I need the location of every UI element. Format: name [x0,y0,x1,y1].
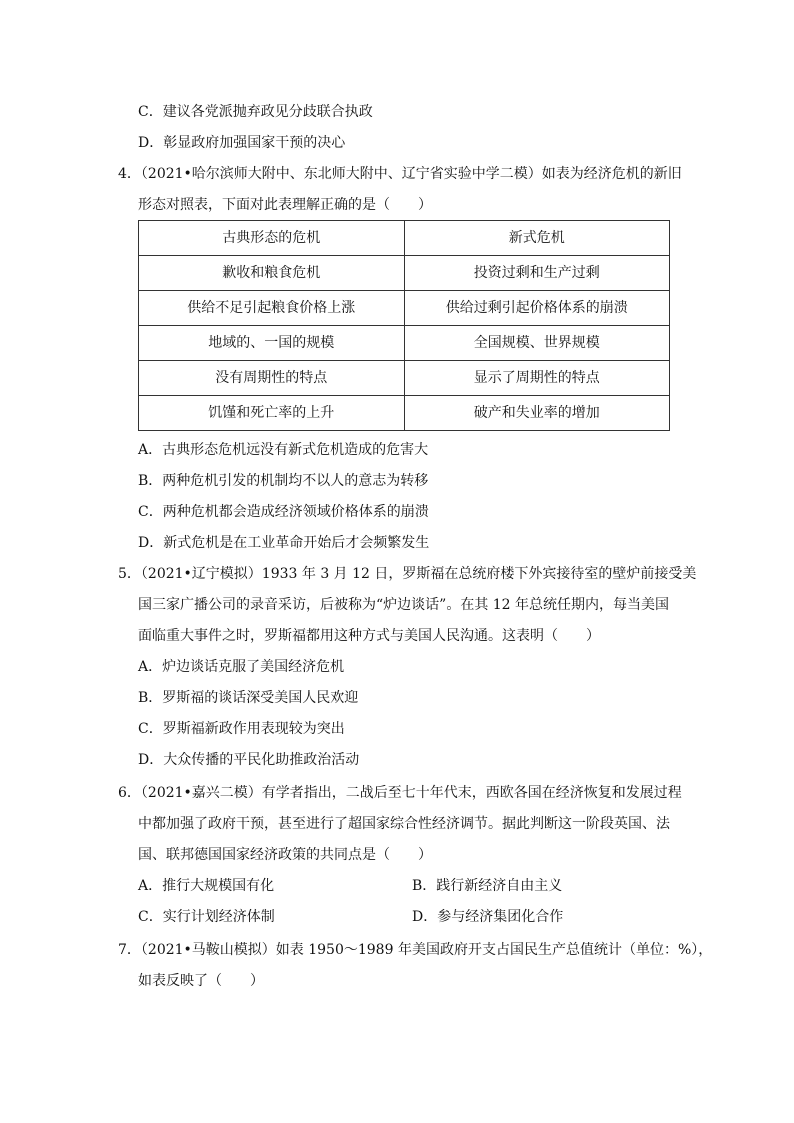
table-cell: 全国规模、世界规模 [404,326,670,361]
table-cell: 饥馑和死亡率的上升 [139,396,405,431]
table-cell: 歉收和粮食危机 [139,256,405,291]
option-c: C．建议各党派抛弃政见分歧联合执政 [138,104,373,120]
table-cell: 没有周期性的特点 [139,361,405,396]
question-5-option-c: C．罗斯福新政作用表现较为突出 [138,721,345,737]
question-4-stem-line1: 4．（2021•哈尔滨师大附中、东北师大附中、辽宁省实验中学二模）如表为经济危机的新旧 [118,166,682,182]
question-4-stem-line2: 形态对照表，下面对此表理解正确的是（ ） [138,197,432,213]
question-6-option-b: B．践行新经济自由主义 [412,878,563,894]
question-5-option-d: D．大众传播的平民化助推政治活动 [138,752,360,768]
question-5-option-b: B．罗斯福的谈话深受美国人民欢迎 [138,690,359,706]
table-row [139,326,670,361]
question-5-stem-line3: 面临重大事件之时，罗斯福都用这种方式与美国人民沟通。这表明（ ） [138,628,600,644]
question-6-option-c: C．实行计划经济体制 [138,909,275,925]
table-header-cell: 新式危机 [404,221,670,256]
question-4-option-d: D．新式危机是在工业革命开始后才会频繁发生 [138,535,430,551]
table-header-cell: 古典形态的危机 [139,221,405,256]
table-cell: 供给不足引起粮食价格上涨 [139,291,405,326]
crisis-comparison-table [138,220,670,431]
question-4-option-b: B．两种危机引发的机制均不以人的意志为转移 [138,473,429,489]
table-cell: 显示了周期性的特点 [404,361,670,396]
question-6-option-a: A．推行大规模国有化 [138,878,275,894]
question-5-stem-line1: 5．（2021•辽宁模拟）1933 年 3 月 12 日，罗斯福在总统府楼下外宾接待室的壁炉前接受美 [118,566,697,582]
question-4-option-c: C．两种危机都会造成经济领域价格体系的崩溃 [138,504,429,520]
question-7-stem-line1: 7．（2021•马鞍山模拟）如表 1950～1989 年美国政府开支占国民生产总值统计（单位：%）， [118,942,713,958]
question-6-stem-line3: 国、联邦德国国家经济政策的共同点是（ ） [138,847,432,863]
question-6-option-d: D．参与经济集团化合作 [412,909,564,925]
question-6-stem-line2: 中都加强了政府干预，甚至进行了超国家综合性经济调节。据此判断这一阶段英国、法 [138,816,670,832]
table-row [139,396,670,431]
question-6-stem-line1: 6．（2021•嘉兴二模）有学者指出，二战后至七十年代末，西欧各国在经济恢复和发展过程 [118,785,682,801]
question-4-option-a: A．古典形态危机远没有新式危机造成的危害大 [138,442,429,458]
question-5-option-a: A．炉边谈话克服了美国经济危机 [138,659,345,675]
question-5-stem-line2: 国三家广播公司的录音采访，后被称为“炉边谈话”。在其 12 年总统任期内，每当美国 [138,597,670,613]
question-7-stem-line2: 如表反映了（ ） [138,973,264,989]
table-row [139,256,670,291]
table-cell: 投资过剩和生产过剩 [404,256,670,291]
table-cell: 破产和失业率的增加 [404,396,670,431]
option-d: D．彰显政府加强国家干预的决心 [138,135,346,151]
table-cell: 地域的、一国的规模 [139,326,405,361]
table-row [139,361,670,396]
table-cell: 供给过剩引起价格体系的崩溃 [404,291,670,326]
table-row [139,291,670,326]
table-header-row [139,221,670,256]
